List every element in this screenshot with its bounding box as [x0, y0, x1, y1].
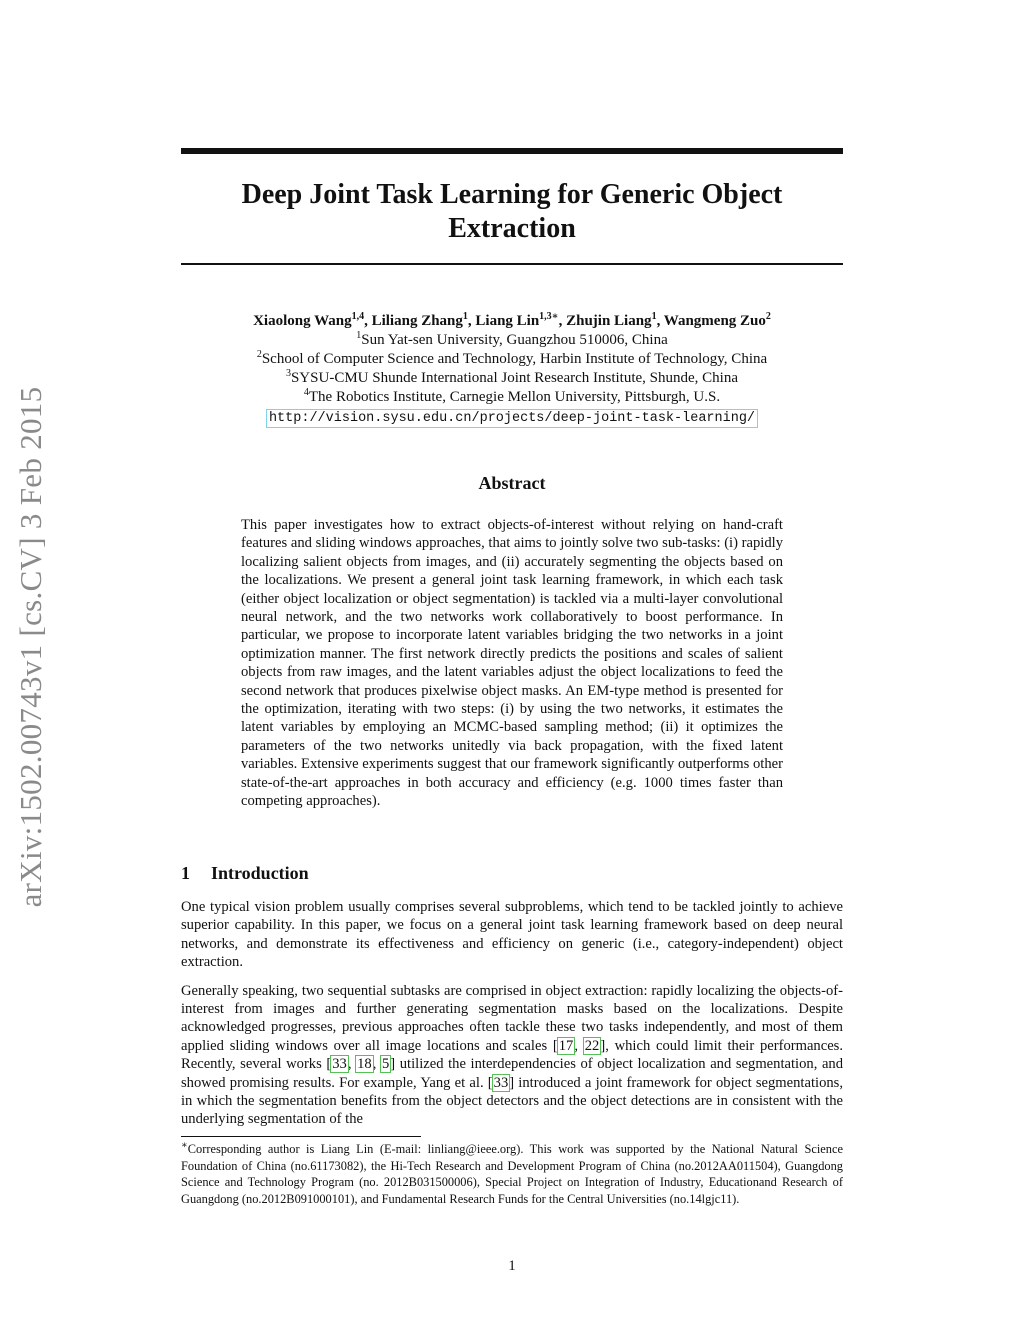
affiliation-line: $^2$School of Computer Science and Technology, Harbin Institute of Technology, China [256, 349, 768, 367]
author-name: , Liliang Zhang [364, 313, 463, 329]
abstract-heading: Abstract [478, 473, 546, 493]
author-affiliation-mark: 1,3∗ [539, 311, 559, 322]
abstract-body: This paper investigates how to extract objects-of-interest without relying on hand-craft features and sliding windows approaches, that aims to jointly solve two sub-tasks: (i) rapidly localizing salient objects from images, and (ii) accurately segmenting the objects based on the localizations. We present a general joint task learning framework, in which each task (either object localization or object segmentation) is tackled via a multi-layer convolutional neural network, and the two networks work collaboratively to boost performance. In particular, we propose to incorporate latent variables bridging the two networks in a joint optimization manner. The first network directly predicts the positions and scales of salient objects from raw images, and the latent variables adjust the object localizations to feed the second network that produces pixelwise object masks. An EM-type method is presented for the optimization, iterating with two steps: (i) by using the two networks, it estimates the latent variables by employing an MCMC-based sampling method; (ii) it optimizes the parameters of the two networks unitedly via back propagation, with the fixed latent variables. Extensive experiments suggest that our framework significantly outperforms other state-of-the-art approaches in both accuracy and efficiency (e.g. 1000 times faster than competing approaches). [241, 517, 783, 810]
citation-link[interactable]: 33 [493, 1074, 509, 1091]
affiliation-line: $^4$The Robotics Institute, Carnegie Mellon University, Pittsburgh, U.S. [303, 387, 721, 405]
citation-link[interactable]: 22 [584, 1037, 600, 1054]
author-name: Xiaolong Wang [253, 313, 352, 329]
paragraph: Generally speaking, two sequential subtasks are comprised in object extraction: rapidly localizing the objects-of-interest from images and further generating segmentation masks based on the localizations. Despite acknowledged progresses, previous approaches often tackle these two tasks independently, and most of them applied sliding windows over all image locations and scales [17, 22], which could limit their performances. Recently, several works [33, 18, 5] utilized the interdependencies of object localization and segmentation, and showed promising results. For example, Yang et al. [33] introduced a joint framework for object segmentations, in which the segmentation benefits from the object detectors and the object detections are in consistent with the underlying segmentation of the [181, 982, 844, 1128]
affiliation-line: $^3$SYSU-CMU Shunde International Joint Research Institute, Shunde, China [285, 368, 739, 386]
arxiv-sidebar-stamp [10, 362, 52, 932]
affiliation-line: $^1$Sun Yat-sen University, Guangzhou 510006, China [356, 330, 668, 348]
footnote-text: Corresponding author is Liang Lin (E-mail: linliang@ieee.org). This work was supported by the National Natural Science Foundation of China (no.61173082), the Hi-Tech Research and Development Program of China (no.2012AA011504), Guangdong Science and Technology Program (no. 2012B031500006), Special Project on Integration of Industry, Educationand Research of Guangdong (no.2012B091000101), and Fundamental Research Funds for the Central Universities (no.14lgjc11). [181, 1142, 843, 1206]
project-url-link[interactable]: http://vision.sysu.edu.cn/projects/deep-joint-task-learning/ [266, 409, 758, 428]
author-name: , Zhujin Liang [558, 313, 652, 329]
section-number: 1 [181, 863, 190, 883]
citation-link[interactable]: 5 [381, 1056, 390, 1073]
author-name: , Wangmeng Zuo [656, 313, 766, 329]
arxiv-identifier: arXiv:1502.00743v1 [cs.CV] 3 Feb 2015 [13, 386, 48, 908]
author-names [181, 312, 843, 331]
corresponding-author-mark: ∗ [551, 311, 559, 322]
introduction-body [181, 898, 843, 1139]
paragraph: One typical vision problem usually comprises several subproblems, which tend to be tackled jointly to achieve superior capability. In this paper, we focus on a general joint task learning framework based on deep neural networks, and demonstrate its effectiveness and efficiency on generic (i.e., category-independent) object extraction. [181, 899, 843, 971]
title-bottom-rule [181, 263, 843, 265]
author-affiliation-mark: 2 [765, 311, 771, 322]
author-name: , Liang Lin [467, 313, 540, 329]
citation-link[interactable]: 33 [332, 1056, 347, 1073]
page-number: 1 [508, 1258, 516, 1274]
citation-link[interactable]: 18 [357, 1056, 372, 1073]
citation-link[interactable]: 17 [558, 1037, 574, 1054]
paper-title: Deep Joint Task Learning for Generic Object Extraction [241, 179, 783, 244]
author-affiliation-mark: 1,4 [351, 311, 365, 322]
author-affiliation-mark: 1 [462, 311, 468, 322]
footnote [181, 1141, 843, 1207]
title-top-rule [181, 148, 843, 154]
footnote-mark: ∗ [181, 1139, 188, 1151]
footnote-rule [181, 1136, 421, 1137]
author-block [181, 312, 843, 428]
section-heading-introduction [181, 863, 309, 884]
section-title: Introduction [211, 863, 309, 883]
author-affiliation-mark: 1 [651, 311, 657, 322]
